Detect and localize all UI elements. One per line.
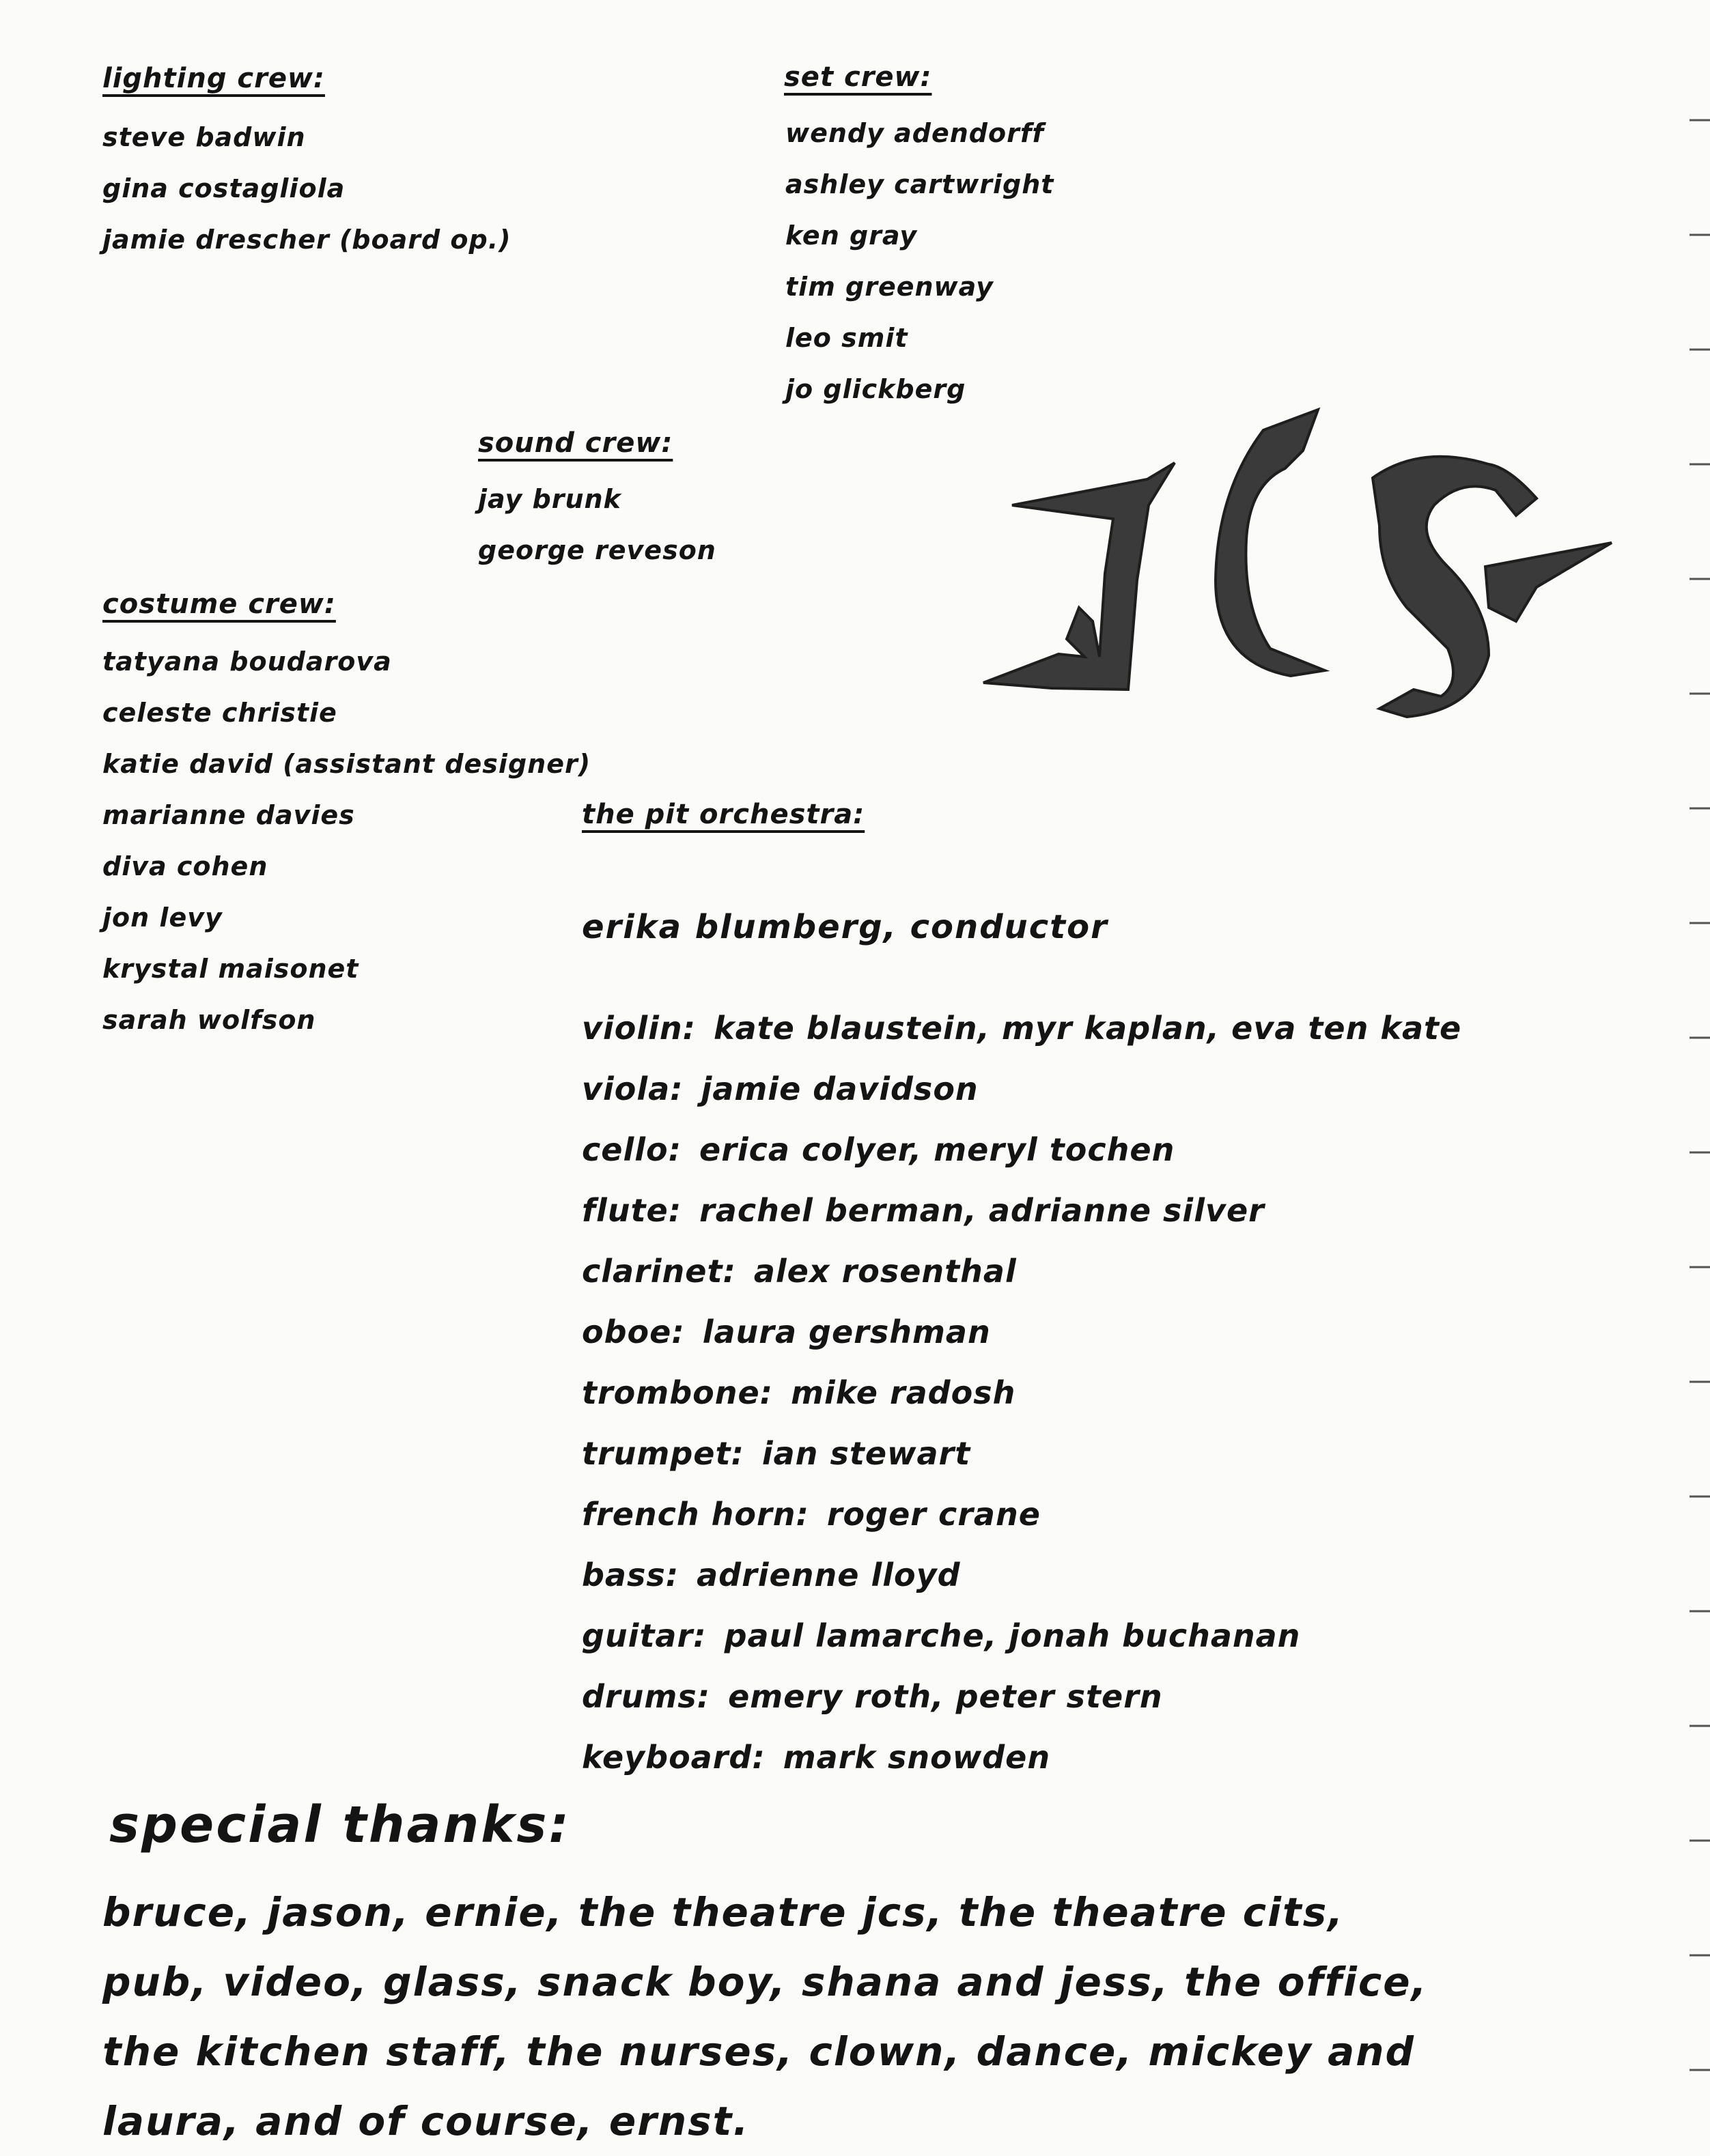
instrument-players: alex rosenthal	[753, 1253, 1017, 1290]
list-item	[582, 1484, 1461, 1545]
instrument-players: roger crane	[826, 1496, 1041, 1533]
instrument-players: erica colyer, meryl tochen	[699, 1131, 1175, 1168]
list-item: sarah wolfson	[102, 1005, 316, 1035]
instrument-players: rachel berman, adrianne silver	[699, 1192, 1265, 1229]
instrument-players: adrienne lloyd	[697, 1557, 961, 1593]
list-item: tim greenway	[785, 272, 994, 302]
instrument-players: kate blaustein, myr kaplan, eva ten kate	[714, 1010, 1462, 1047]
list-item	[582, 1545, 1461, 1606]
thanks-line: bruce, jason, ernie, the theatre jcs, the theatre cits,	[102, 1889, 1345, 1935]
costume-crew-heading: costume crew:	[102, 588, 336, 620]
set-crew-list	[785, 108, 1054, 415]
thanks-line: pub, video, glass, snack boy, shana and jess, the office,	[102, 1959, 1428, 2005]
logo-letter-c	[1216, 410, 1325, 676]
instrument-players: mike radosh	[791, 1374, 1016, 1411]
list-item: jon levy	[102, 903, 223, 933]
list-item	[582, 1606, 1461, 1666]
set-crew-heading: set crew:	[784, 61, 932, 93]
list-item	[582, 1363, 1461, 1423]
instrument-name: flute:	[582, 1192, 682, 1229]
list-item: tatyana boudarova	[102, 647, 392, 677]
list-item: wendy adendorff	[785, 118, 1044, 148]
jcs-logo	[970, 403, 1625, 744]
instrument-name: bass:	[582, 1557, 679, 1593]
instrument-list	[582, 998, 1461, 1788]
list-item: katie david (assistant designer)	[102, 749, 591, 779]
instrument-name: guitar:	[582, 1617, 707, 1654]
list-item	[582, 1727, 1461, 1788]
list-item: jay brunk	[478, 484, 621, 514]
list-item: diva cohen	[102, 851, 268, 881]
list-item	[582, 1120, 1461, 1180]
instrument-name: clarinet:	[582, 1253, 736, 1290]
list-item: ken gray	[785, 221, 918, 251]
instrument-name: trombone:	[582, 1374, 774, 1411]
list-item: marianne davies	[102, 800, 355, 830]
list-item: leo smit	[785, 323, 908, 353]
list-item	[582, 1241, 1461, 1302]
lighting-crew-heading: lighting crew:	[102, 63, 325, 94]
list-item: george reveson	[478, 535, 716, 565]
instrument-players: ian stewart	[761, 1435, 971, 1472]
instrument-name: cello:	[582, 1131, 682, 1168]
list-item: krystal maisonet	[102, 954, 359, 984]
list-item	[582, 1302, 1461, 1363]
edge-tick-marks	[1687, 0, 1710, 2141]
instrument-players: laura gershman	[702, 1314, 991, 1350]
instrument-name: oboe:	[582, 1314, 685, 1350]
conductor-line: erika blumberg, conductor	[582, 908, 1108, 946]
instrument-name: viola:	[582, 1070, 684, 1107]
instrument-name: french horn:	[582, 1496, 809, 1533]
instrument-name: violin:	[582, 1010, 697, 1047]
list-item: jamie drescher (board op.)	[102, 225, 511, 255]
lighting-crew-list	[102, 112, 511, 266]
instrument-name: trumpet:	[582, 1435, 744, 1472]
instrument-players: mark snowden	[783, 1739, 1051, 1776]
list-item: steve badwin	[102, 122, 306, 152]
sound-crew-heading: sound crew:	[478, 427, 673, 459]
list-item: celeste christie	[102, 698, 337, 728]
special-thanks-heading: special thanks:	[109, 1796, 572, 1854]
instrument-name: drums:	[582, 1678, 711, 1715]
special-thanks-text	[102, 1877, 1428, 2156]
pit-orchestra-heading: the pit orchestra:	[582, 799, 865, 830]
list-item	[582, 1423, 1461, 1484]
list-item: ashley cartwright	[785, 169, 1054, 199]
logo-letter-j	[983, 463, 1175, 690]
list-item	[582, 998, 1461, 1059]
list-item	[582, 1666, 1461, 1727]
sound-crew-list	[478, 474, 716, 576]
thanks-line: laura, and of course, ernst.	[102, 2098, 750, 2144]
list-item	[582, 1180, 1461, 1241]
instrument-name: keyboard:	[582, 1739, 766, 1776]
logo-tail	[1485, 543, 1612, 621]
instrument-players: jamie davidson	[701, 1070, 979, 1107]
instrument-players: emery roth, peter stern	[728, 1678, 1163, 1715]
list-item	[582, 1059, 1461, 1120]
thanks-line: the kitchen staff, the nurses, clown, dance, mickey and	[102, 2028, 1416, 2075]
list-item: jo glickberg	[785, 374, 966, 404]
costume-crew-list	[102, 636, 591, 1046]
list-item: gina costagliola	[102, 173, 346, 203]
instrument-players: paul lamarche, jonah buchanan	[724, 1617, 1301, 1654]
